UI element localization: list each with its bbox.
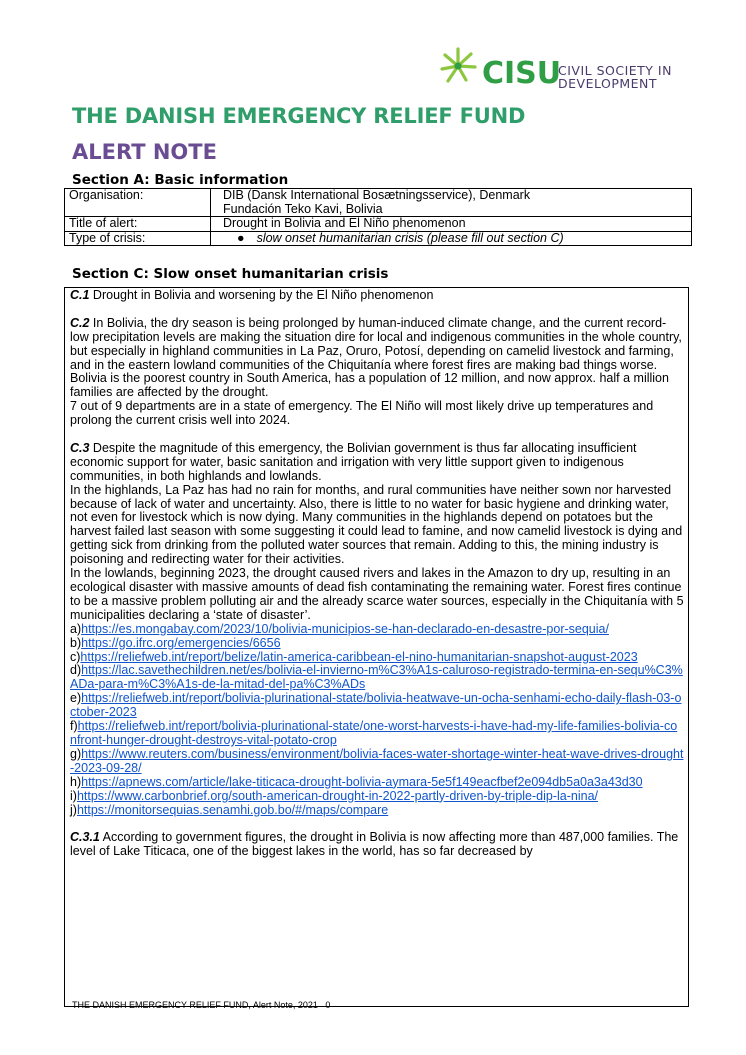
logo-subline-1: CIVIL SOCIETY IN bbox=[558, 63, 672, 78]
list-item bbox=[70, 776, 684, 790]
crisis-type-value bbox=[211, 231, 692, 246]
link-prefix: c) bbox=[70, 649, 81, 664]
list-item bbox=[70, 790, 684, 804]
source-link[interactable]: https://reliefweb.int/report/bolivia-plurinational-state/one-worst-harvests-i-have-had-my-life-families-bolivia-confront-hunger-drought-destroys-vital-potato-crop bbox=[70, 719, 678, 747]
table-row bbox=[65, 189, 692, 217]
source-link[interactable]: https://reliefweb.int/report/bolivia-plurinational-state/bolivia-heatwave-un-ocha-senhami-echo-daily-flash-03-october-2023 bbox=[70, 691, 682, 720]
link-prefix: d) bbox=[70, 663, 82, 678]
source-link[interactable]: https://www.reuters.com/business/environment/bolivia-faces-water-shortage-winter-heat-wave-drives-drought-2023-09-28/ bbox=[70, 746, 684, 775]
organisation-value bbox=[211, 189, 692, 217]
logo-subline bbox=[558, 64, 672, 90]
c3-label: C.3 bbox=[70, 440, 90, 455]
c1-paragraph bbox=[70, 289, 684, 303]
c2-text-2: 7 out of 9 departments are in a state of emergency. The El Niño will most likely drive up temperatures and prolong the current crisis well into 2024. bbox=[70, 399, 654, 428]
star-burst-icon bbox=[438, 46, 482, 86]
c3-text-3: In the lowlands, beginning 2023, the drought caused rivers and lakes in the Amazon to dry up, resulting in an ecological disaster with massive amounts of dead fish contaminating the remaining water. Forest fires continue to be a massive problem polluting air and the already scarce water sources, especially in the Chiquitanía with 5 municipalities declaring a ‘state of disaster’. bbox=[70, 566, 684, 622]
table-row bbox=[65, 217, 692, 232]
list-item bbox=[70, 720, 684, 748]
list-item bbox=[70, 692, 684, 720]
link-prefix: j) bbox=[70, 802, 77, 817]
alert-title-label: Title of alert: bbox=[65, 217, 211, 232]
c2-paragraph bbox=[70, 317, 684, 400]
fund-title: THE DANISH EMERGENCY RELIEF FUND bbox=[72, 104, 526, 128]
source-link[interactable]: https://es.mongabay.com/2023/10/bolivia-municipios-se-han-declarado-en-desastre-por-sequia/ bbox=[81, 621, 609, 636]
list-item bbox=[70, 637, 684, 651]
crisis-type-text: slow onset humanitarian crisis (please fill out section C) bbox=[256, 230, 564, 245]
page-number: 0 bbox=[325, 1000, 331, 1010]
c1-label: C.1 bbox=[70, 288, 90, 302]
list-item bbox=[70, 623, 684, 637]
section-a-heading: Section A: Basic information bbox=[72, 172, 289, 188]
logo-brand: CISU bbox=[482, 56, 562, 91]
c3-text-2: In the highlands, La Paz has had no rain for months, and rural communities have neither sown nor harvested because of lack of water and uncertainty. Also, there is little to no water for basic hygiene and drinking water, not even for livestock which is now dying. Many communities in the highlands depend on potatoes but the harvest failed last season with some suggesting it could lead to famine, and now camelid livestock is dying and getting sick from drinking from the polluted water sources that remain. Adding to this, the mining industry is poisoning and redirecting water for their activities. bbox=[70, 482, 683, 567]
crisis-type-label: Type of crisis: bbox=[65, 231, 211, 246]
source-link[interactable]: https://monitorsequias.senamhi.gob.bo/#/maps/compare bbox=[76, 802, 389, 817]
link-prefix: b) bbox=[70, 635, 82, 650]
bullet-icon: ● bbox=[237, 230, 245, 245]
link-prefix: g) bbox=[70, 746, 82, 761]
link-prefix: h) bbox=[70, 774, 82, 789]
link-prefix: e) bbox=[70, 691, 82, 706]
table-row bbox=[65, 231, 692, 246]
link-prefix: i) bbox=[70, 788, 77, 803]
source-links bbox=[70, 623, 684, 818]
logo-subline-2: DEVELOPMENT bbox=[558, 76, 658, 91]
c2-text: In Bolivia, the dry season is being prolonged by human-induced climate change, and the current record-low precipitation levels are making the situation dire for local and indigenous communities in the whole country, but especially in highland communities in La Paz, Oruro, Potosí, depending on camelid livestock and farming, and in the eastern lowland communities of the Chiquitanía where forest fires are making bad things worse. Bolivia is the poorest country in South America, has a population of 12 million, and now approx. half a million families are affected by the drought. bbox=[70, 315, 682, 400]
organisation-line: DIB (Dansk International Bosætningsservice), Denmark bbox=[223, 188, 531, 202]
c31-label: C.3.1 bbox=[70, 830, 100, 845]
page-footer bbox=[72, 1000, 330, 1010]
c31-paragraph bbox=[70, 831, 684, 859]
source-link[interactable]: https://lac.savethechildren.net/es/bolivia-el-invierno-m%C3%A1s-caluroso-registrado-termina-en-sequ%C3%ADa-para-m%C3%A1s-de-la-mitad-del-pa%C3%ADs bbox=[70, 663, 683, 692]
cisu-logo bbox=[438, 46, 678, 92]
organisation-label: Organisation: bbox=[65, 189, 211, 217]
alert-title-value: Drought in Bolivia and El Niño phenomenon bbox=[211, 217, 692, 232]
alert-title: ALERT NOTE bbox=[72, 140, 217, 164]
list-item bbox=[70, 664, 684, 692]
source-link[interactable]: https://reliefweb.int/report/belize/latin-america-caribbean-el-nino-humanitarian-snapshot-august-2023 bbox=[80, 649, 638, 664]
list-item bbox=[70, 748, 684, 776]
section-c-heading: Section C: Slow onset humanitarian crisis bbox=[72, 266, 389, 282]
link-prefix: f) bbox=[70, 719, 78, 734]
basic-info-table bbox=[64, 188, 692, 246]
c3-paragraph bbox=[70, 442, 684, 484]
list-item bbox=[70, 804, 684, 818]
c2-label: C.2 bbox=[70, 315, 90, 330]
organisation-line: Fundación Teko Kavi, Bolivia bbox=[223, 201, 383, 216]
source-link[interactable]: https://www.carbonbrief.org/south-american-drought-in-2022-partly-driven-by-triple-dip-la-nina/ bbox=[76, 788, 599, 803]
source-link[interactable]: https://go.ifrc.org/emergencies/6656 bbox=[81, 635, 281, 650]
source-link[interactable]: https://apnews.com/article/lake-titicaca-drought-bolivia-aymara-5e5f149eacfbef2e094db5a0a3a43d30 bbox=[81, 774, 643, 789]
c3-text: Despite the magnitude of this emergency, the Bolivian government is thus far allocating insufficient economic support for water, basic sanitation and irrigation with very little support given to indigenous communities, in both highlands and lowlands. bbox=[70, 440, 637, 483]
c1-text: Drought in Bolivia and worsening by the El Niño phenomenon bbox=[89, 288, 434, 302]
list-item bbox=[70, 651, 684, 665]
c31-text: According to government figures, the drought in Bolivia is now affecting more than 487,000 families. The level of Lake Titicaca, one of the biggest lakes in the world, has so far decreased by bbox=[70, 830, 679, 859]
footer-text: THE DANISH EMERGENCY RELIEF FUND, Alert Note, 2021 bbox=[72, 1000, 318, 1010]
section-c-box bbox=[64, 287, 689, 1007]
link-prefix: a) bbox=[70, 621, 82, 636]
